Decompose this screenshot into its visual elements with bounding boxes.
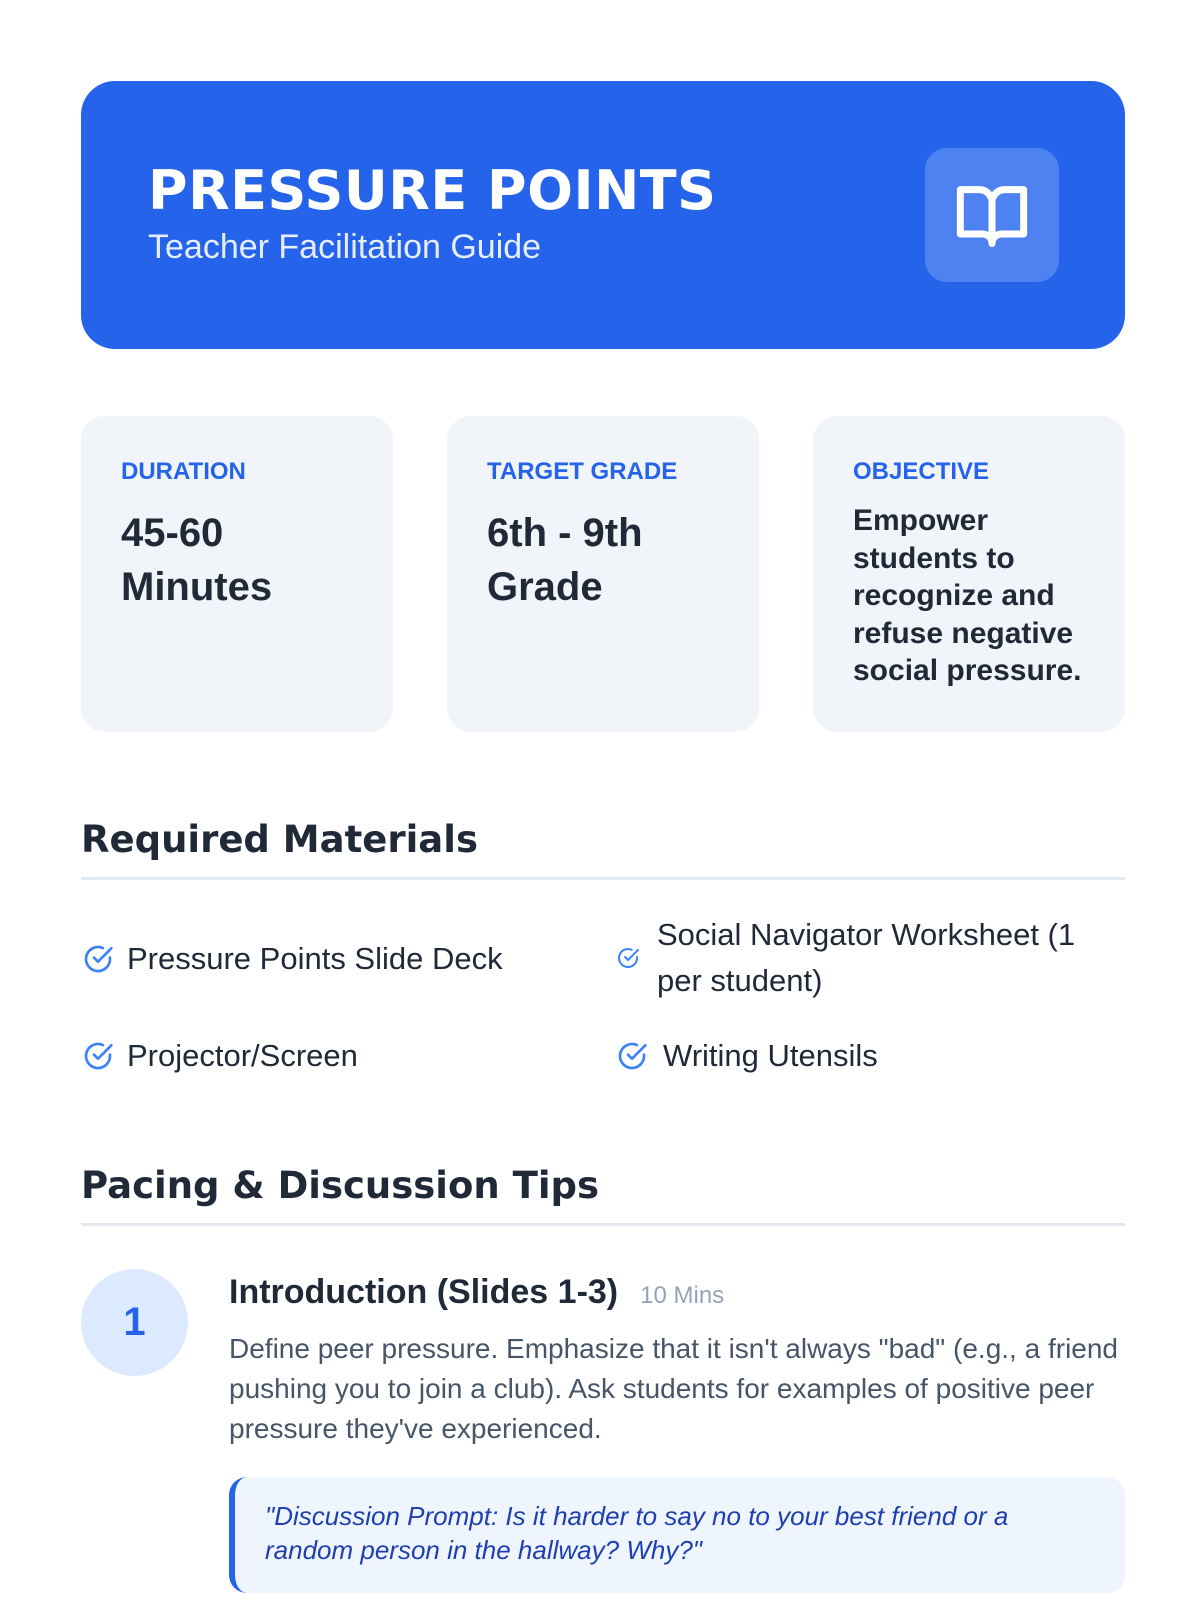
duration-value: 45-60 Minutes: [121, 511, 273, 609]
target-grade-card: [447, 416, 759, 732]
book-open-icon: [925, 148, 1059, 282]
step-duration: 10 Mins: [640, 1282, 725, 1309]
check-circle-icon: [81, 942, 115, 976]
materials-divider: [81, 877, 1125, 880]
objective-value: Empower students to recognize and refuse negative social pressure.: [853, 504, 1082, 687]
material-item-label: Projector/Screen: [127, 1038, 358, 1073]
check-circle-icon: [615, 1039, 649, 1073]
objective-card: [813, 416, 1125, 732]
material-item-label: Social Navigator Worksheet (1 per student): [657, 917, 1076, 998]
target-grade-value: 6th - 9th Grade: [487, 511, 643, 609]
pacing-divider: [81, 1223, 1125, 1226]
step-number-badge: 1: [81, 1269, 188, 1376]
page-title: PRESSURE POINTS: [148, 159, 717, 222]
material-item-label: Pressure Points Slide Deck: [127, 941, 503, 976]
check-circle-icon: [615, 941, 641, 975]
objective-label: OBJECTIVE: [853, 458, 990, 485]
duration-card: [81, 416, 393, 732]
step-title: Introduction (Slides 1-3): [229, 1273, 619, 1311]
check-circle-icon: [81, 1039, 115, 1073]
discussion-prompt-text: "Discussion Prompt: Is it harder to say no to your best friend or a random person in the hallway? Why?": [265, 1501, 1009, 1565]
duration-label: DURATION: [121, 458, 246, 485]
material-item: [81, 1033, 358, 1079]
step-header: [229, 1270, 724, 1314]
material-item: [615, 912, 1107, 1004]
material-item-label: Writing Utensils: [663, 1038, 878, 1073]
target-grade-label: TARGET GRADE: [487, 458, 678, 485]
discussion-prompt-box: [229, 1477, 1125, 1593]
page-subtitle: Teacher Facilitation Guide: [148, 228, 542, 266]
pacing-heading: Pacing & Discussion Tips: [81, 1164, 600, 1207]
hero-banner: [81, 81, 1125, 349]
material-item: [81, 936, 503, 982]
material-item: [615, 1033, 878, 1079]
step-description: Define peer pressure. Emphasize that it isn't always "bad" (e.g., a friend pushing you to join a club). Ask students for examples of positive peer pressure they've experienced.: [229, 1333, 1118, 1444]
materials-heading: Required Materials: [81, 818, 478, 861]
